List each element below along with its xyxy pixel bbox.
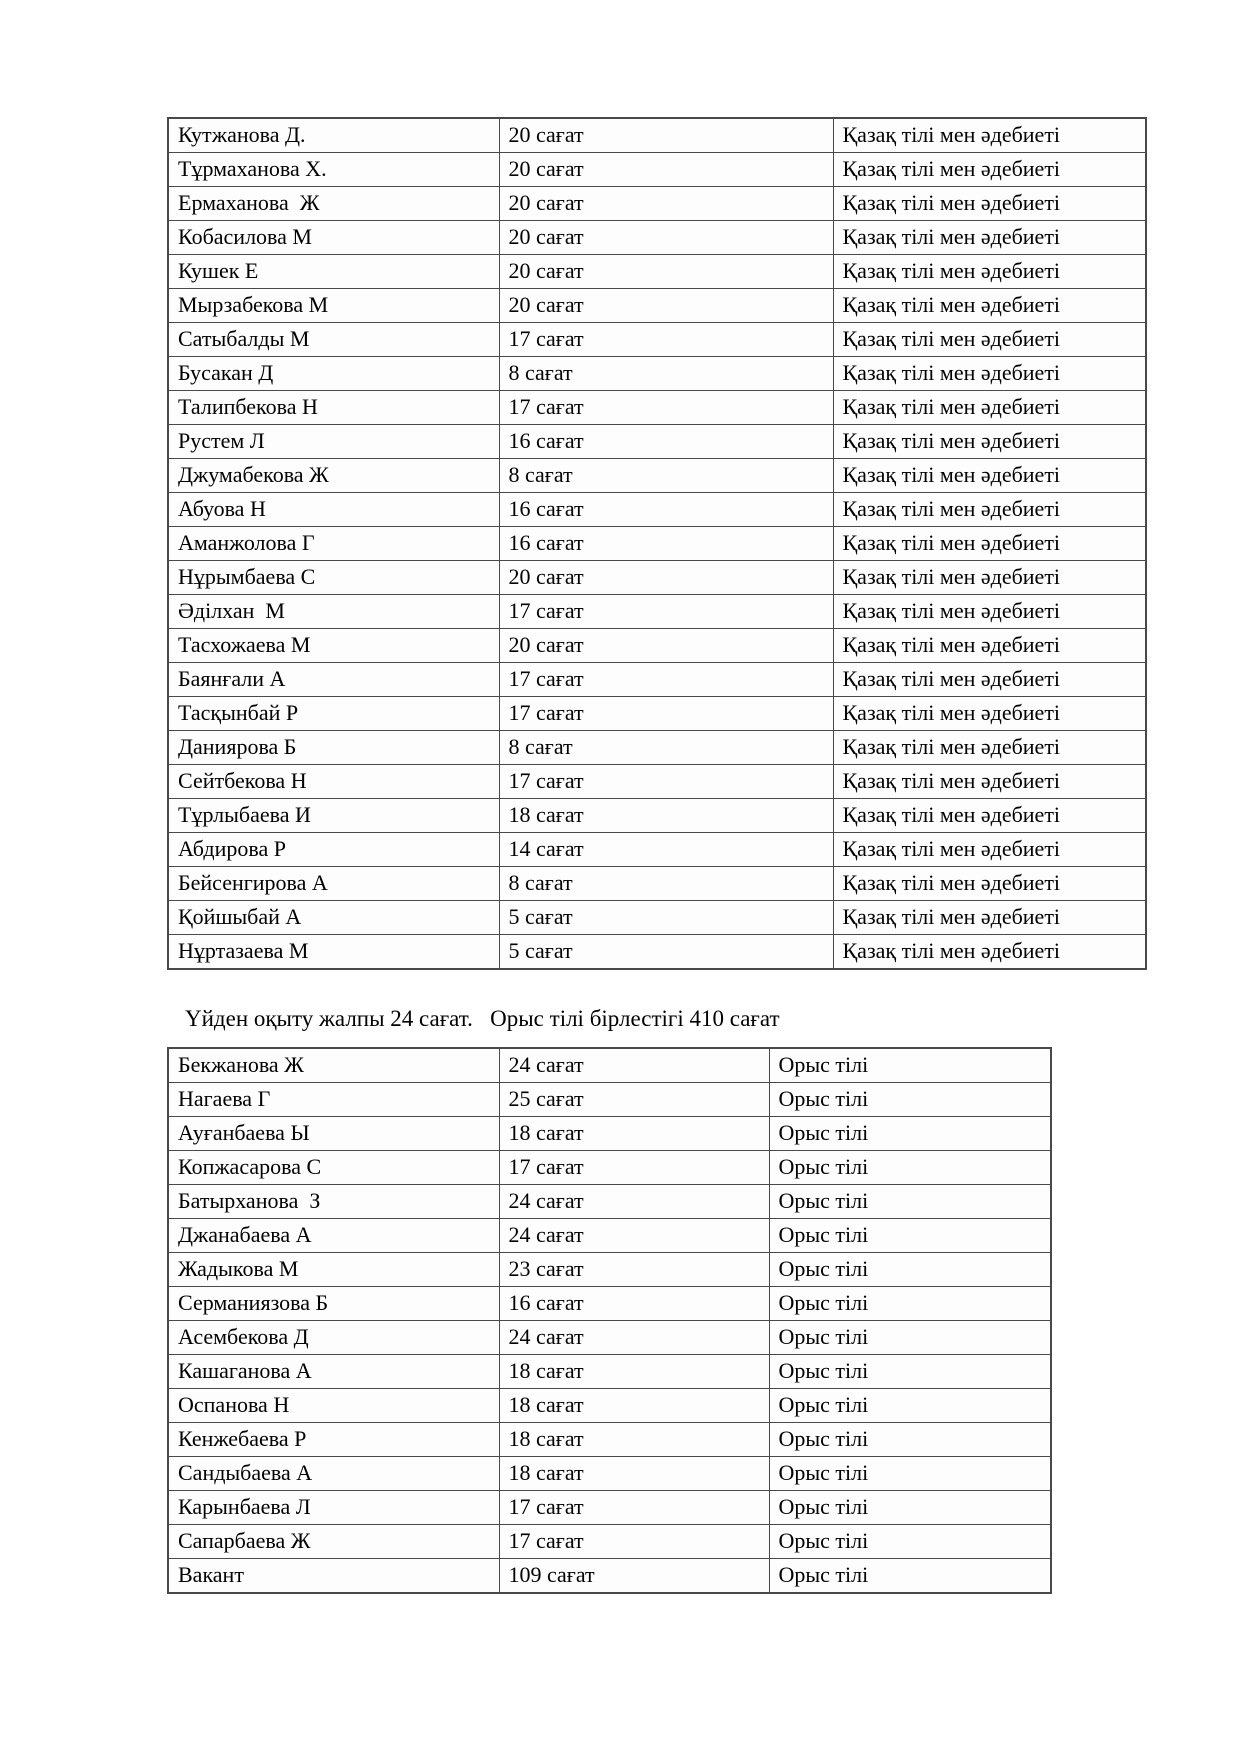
teacher-name-cell: Сандыбаева А <box>168 1457 499 1491</box>
subject-cell: Орыс тілі <box>769 1457 1051 1491</box>
table-row <box>168 1491 1051 1525</box>
table-row <box>168 1559 1051 1594</box>
teacher-name-cell: Тасқынбай Р <box>168 697 499 731</box>
table-row <box>168 1253 1051 1287</box>
table-row <box>168 595 1146 629</box>
table-row <box>168 1287 1051 1321</box>
hours-cell: 16 сағат <box>499 1287 769 1321</box>
hours-cell: 5 сағат <box>499 935 833 970</box>
hours-cell: 8 сағат <box>499 459 833 493</box>
hours-cell: 20 сағат <box>499 221 833 255</box>
teacher-name-cell: Батырханова З <box>168 1185 499 1219</box>
teacher-name-cell: Джанабаева А <box>168 1219 499 1253</box>
teacher-name-cell: Даниярова Б <box>168 731 499 765</box>
subject-cell: Қазақ тілі мен әдебиеті <box>833 697 1146 731</box>
subject-cell: Орыс тілі <box>769 1559 1051 1594</box>
teacher-name-cell: Тасхожаева М <box>168 629 499 663</box>
hours-cell: 17 сағат <box>499 765 833 799</box>
teacher-name-cell: Ермаханова Ж <box>168 187 499 221</box>
table-row <box>168 425 1146 459</box>
subject-cell: Қазақ тілі мен әдебиеті <box>833 833 1146 867</box>
table-row <box>168 901 1146 935</box>
subject-cell: Қазақ тілі мен әдебиеті <box>833 459 1146 493</box>
teacher-name-cell: Джумабекова Ж <box>168 459 499 493</box>
table-row <box>168 1321 1051 1355</box>
subject-cell: Орыс тілі <box>769 1083 1051 1117</box>
subject-cell: Қазақ тілі мен әдебиеті <box>833 357 1146 391</box>
hours-cell: 5 сағат <box>499 901 833 935</box>
subject-cell: Қазақ тілі мен әдебиеті <box>833 118 1146 153</box>
hours-cell: 18 сағат <box>499 1117 769 1151</box>
hours-cell: 17 сағат <box>499 1525 769 1559</box>
subject-cell: Орыс тілі <box>769 1491 1051 1525</box>
subject-cell: Қазақ тілі мен әдебиеті <box>833 187 1146 221</box>
teacher-name-cell: Кутжанова Д. <box>168 118 499 153</box>
subject-cell: Қазақ тілі мен әдебиеті <box>833 901 1146 935</box>
table-row <box>168 1423 1051 1457</box>
teacher-name-cell: Талипбекова Н <box>168 391 499 425</box>
table-row <box>168 493 1146 527</box>
subject-cell: Орыс тілі <box>769 1151 1051 1185</box>
hours-cell: 20 сағат <box>499 255 833 289</box>
table-row <box>168 153 1146 187</box>
table-row <box>168 323 1146 357</box>
hours-cell: 8 сағат <box>499 357 833 391</box>
teacher-name-cell: Копжасарова С <box>168 1151 499 1185</box>
teacher-name-cell: Бейсенгирова А <box>168 867 499 901</box>
subject-cell: Орыс тілі <box>769 1117 1051 1151</box>
table-row <box>168 561 1146 595</box>
summary-note: Үйден оқыту жалпы 24 сағат. Орыс тілі бірлестігі 410 сағат <box>185 1006 780 1031</box>
table-row <box>168 118 1146 153</box>
table-row <box>168 187 1146 221</box>
table-row <box>168 1525 1051 1559</box>
russian-language-table <box>167 1047 1052 1594</box>
subject-cell: Орыс тілі <box>769 1389 1051 1423</box>
teacher-name-cell: Кашаганова А <box>168 1355 499 1389</box>
table-row <box>168 1389 1051 1423</box>
subject-cell: Қазақ тілі мен әдебиеті <box>833 935 1146 970</box>
hours-cell: 18 сағат <box>499 1389 769 1423</box>
teacher-name-cell: Кушек Е <box>168 255 499 289</box>
hours-cell: 17 сағат <box>499 323 833 357</box>
teacher-name-cell: Вакант <box>168 1559 499 1594</box>
subject-cell: Қазақ тілі мен әдебиеті <box>833 255 1146 289</box>
hours-cell: 17 сағат <box>499 697 833 731</box>
hours-cell: 16 сағат <box>499 425 833 459</box>
subject-cell: Қазақ тілі мен әдебиеті <box>833 221 1146 255</box>
teacher-name-cell: Асембекова Д <box>168 1321 499 1355</box>
kazakh-language-table <box>167 117 1147 970</box>
teacher-name-cell: Рустем Л <box>168 425 499 459</box>
hours-cell: 20 сағат <box>499 187 833 221</box>
table-row <box>168 935 1146 970</box>
teacher-name-cell: Карынбаева Л <box>168 1491 499 1525</box>
table-row <box>168 867 1146 901</box>
subject-cell: Қазақ тілі мен әдебиеті <box>833 765 1146 799</box>
teacher-name-cell: Нұртазаева М <box>168 935 499 970</box>
hours-cell: 17 сағат <box>499 391 833 425</box>
hours-cell: 8 сағат <box>499 731 833 765</box>
subject-cell: Орыс тілі <box>769 1423 1051 1457</box>
teacher-name-cell: Бекжанова Ж <box>168 1048 499 1083</box>
table-row <box>168 1185 1051 1219</box>
table-row <box>168 799 1146 833</box>
teacher-name-cell: Әділхан М <box>168 595 499 629</box>
subject-cell: Қазақ тілі мен әдебиеті <box>833 595 1146 629</box>
hours-cell: 18 сағат <box>499 1423 769 1457</box>
teacher-name-cell: Сейтбекова Н <box>168 765 499 799</box>
hours-cell: 24 сағат <box>499 1185 769 1219</box>
hours-cell: 17 сағат <box>499 595 833 629</box>
subject-cell: Қазақ тілі мен әдебиеті <box>833 425 1146 459</box>
table-row <box>168 357 1146 391</box>
table-row <box>168 833 1146 867</box>
teacher-name-cell: Нагаева Г <box>168 1083 499 1117</box>
table-row <box>168 1219 1051 1253</box>
subject-cell: Қазақ тілі мен әдебиеті <box>833 289 1146 323</box>
subject-cell: Қазақ тілі мен әдебиеті <box>833 799 1146 833</box>
subject-cell: Орыс тілі <box>769 1048 1051 1083</box>
hours-cell: 24 сағат <box>499 1048 769 1083</box>
teacher-name-cell: Жадыкова М <box>168 1253 499 1287</box>
table-row <box>168 1355 1051 1389</box>
subject-cell: Орыс тілі <box>769 1253 1051 1287</box>
subject-cell: Қазақ тілі мен әдебиеті <box>833 867 1146 901</box>
teacher-name-cell: Оспанова Н <box>168 1389 499 1423</box>
table-row <box>168 221 1146 255</box>
hours-cell: 17 сағат <box>499 1151 769 1185</box>
table-row <box>168 765 1146 799</box>
subject-cell: Орыс тілі <box>769 1287 1051 1321</box>
teacher-name-cell: Абуова Н <box>168 493 499 527</box>
teacher-name-cell: Кобасилова М <box>168 221 499 255</box>
table-row <box>168 629 1146 663</box>
subject-cell: Орыс тілі <box>769 1321 1051 1355</box>
hours-cell: 17 сағат <box>499 1491 769 1525</box>
table-row <box>168 1083 1051 1117</box>
hours-cell: 20 сағат <box>499 629 833 663</box>
subject-cell: Орыс тілі <box>769 1219 1051 1253</box>
subject-cell: Орыс тілі <box>769 1355 1051 1389</box>
subject-cell: Қазақ тілі мен әдебиеті <box>833 323 1146 357</box>
table-row <box>168 697 1146 731</box>
subject-cell: Қазақ тілі мен әдебиеті <box>833 391 1146 425</box>
teacher-name-cell: Ауғанбаева Ы <box>168 1117 499 1151</box>
hours-cell: 17 сағат <box>499 663 833 697</box>
subject-cell: Қазақ тілі мен әдебиеті <box>833 629 1146 663</box>
hours-cell: 20 сағат <box>499 118 833 153</box>
subject-cell: Қазақ тілі мен әдебиеті <box>833 527 1146 561</box>
hours-cell: 23 сағат <box>499 1253 769 1287</box>
subject-cell: Орыс тілі <box>769 1185 1051 1219</box>
teacher-name-cell: Баянғали А <box>168 663 499 697</box>
hours-cell: 25 сағат <box>499 1083 769 1117</box>
table-row <box>168 663 1146 697</box>
subject-cell: Қазақ тілі мен әдебиеті <box>833 663 1146 697</box>
hours-cell: 18 сағат <box>499 1457 769 1491</box>
table-row <box>168 1048 1051 1083</box>
teacher-name-cell: Сапарбаева Ж <box>168 1525 499 1559</box>
teacher-name-cell: Абдирова Р <box>168 833 499 867</box>
hours-cell: 109 сағат <box>499 1559 769 1594</box>
teacher-name-cell: Серманиязова Б <box>168 1287 499 1321</box>
teacher-name-cell: Мырзабекова М <box>168 289 499 323</box>
subject-cell: Қазақ тілі мен әдебиеті <box>833 731 1146 765</box>
table-row <box>168 731 1146 765</box>
hours-cell: 8 сағат <box>499 867 833 901</box>
table-row <box>168 255 1146 289</box>
table-row <box>168 1117 1051 1151</box>
teacher-name-cell: Тұрлыбаева И <box>168 799 499 833</box>
hours-cell: 16 сағат <box>499 493 833 527</box>
table-row <box>168 391 1146 425</box>
hours-cell: 14 сағат <box>499 833 833 867</box>
hours-cell: 20 сағат <box>499 561 833 595</box>
hours-cell: 16 сағат <box>499 527 833 561</box>
hours-cell: 24 сағат <box>499 1321 769 1355</box>
table-row <box>168 459 1146 493</box>
teacher-name-cell: Бусакан Д <box>168 357 499 391</box>
table-row <box>168 527 1146 561</box>
teacher-name-cell: Кенжебаева Р <box>168 1423 499 1457</box>
hours-cell: 24 сағат <box>499 1219 769 1253</box>
subject-cell: Қазақ тілі мен әдебиеті <box>833 153 1146 187</box>
subject-cell: Орыс тілі <box>769 1525 1051 1559</box>
teacher-name-cell: Нұрымбаева С <box>168 561 499 595</box>
hours-cell: 18 сағат <box>499 799 833 833</box>
teacher-name-cell: Қойшыбай А <box>168 901 499 935</box>
teacher-name-cell: Сатыбалды М <box>168 323 499 357</box>
hours-cell: 20 сағат <box>499 289 833 323</box>
hours-cell: 18 сағат <box>499 1355 769 1389</box>
table-row <box>168 1151 1051 1185</box>
table-row <box>168 289 1146 323</box>
teacher-name-cell: Тұрмаханова Х. <box>168 153 499 187</box>
subject-cell: Қазақ тілі мен әдебиеті <box>833 493 1146 527</box>
teacher-name-cell: Аманжолова Г <box>168 527 499 561</box>
hours-cell: 20 сағат <box>499 153 833 187</box>
subject-cell: Қазақ тілі мен әдебиеті <box>833 561 1146 595</box>
table-row <box>168 1457 1051 1491</box>
